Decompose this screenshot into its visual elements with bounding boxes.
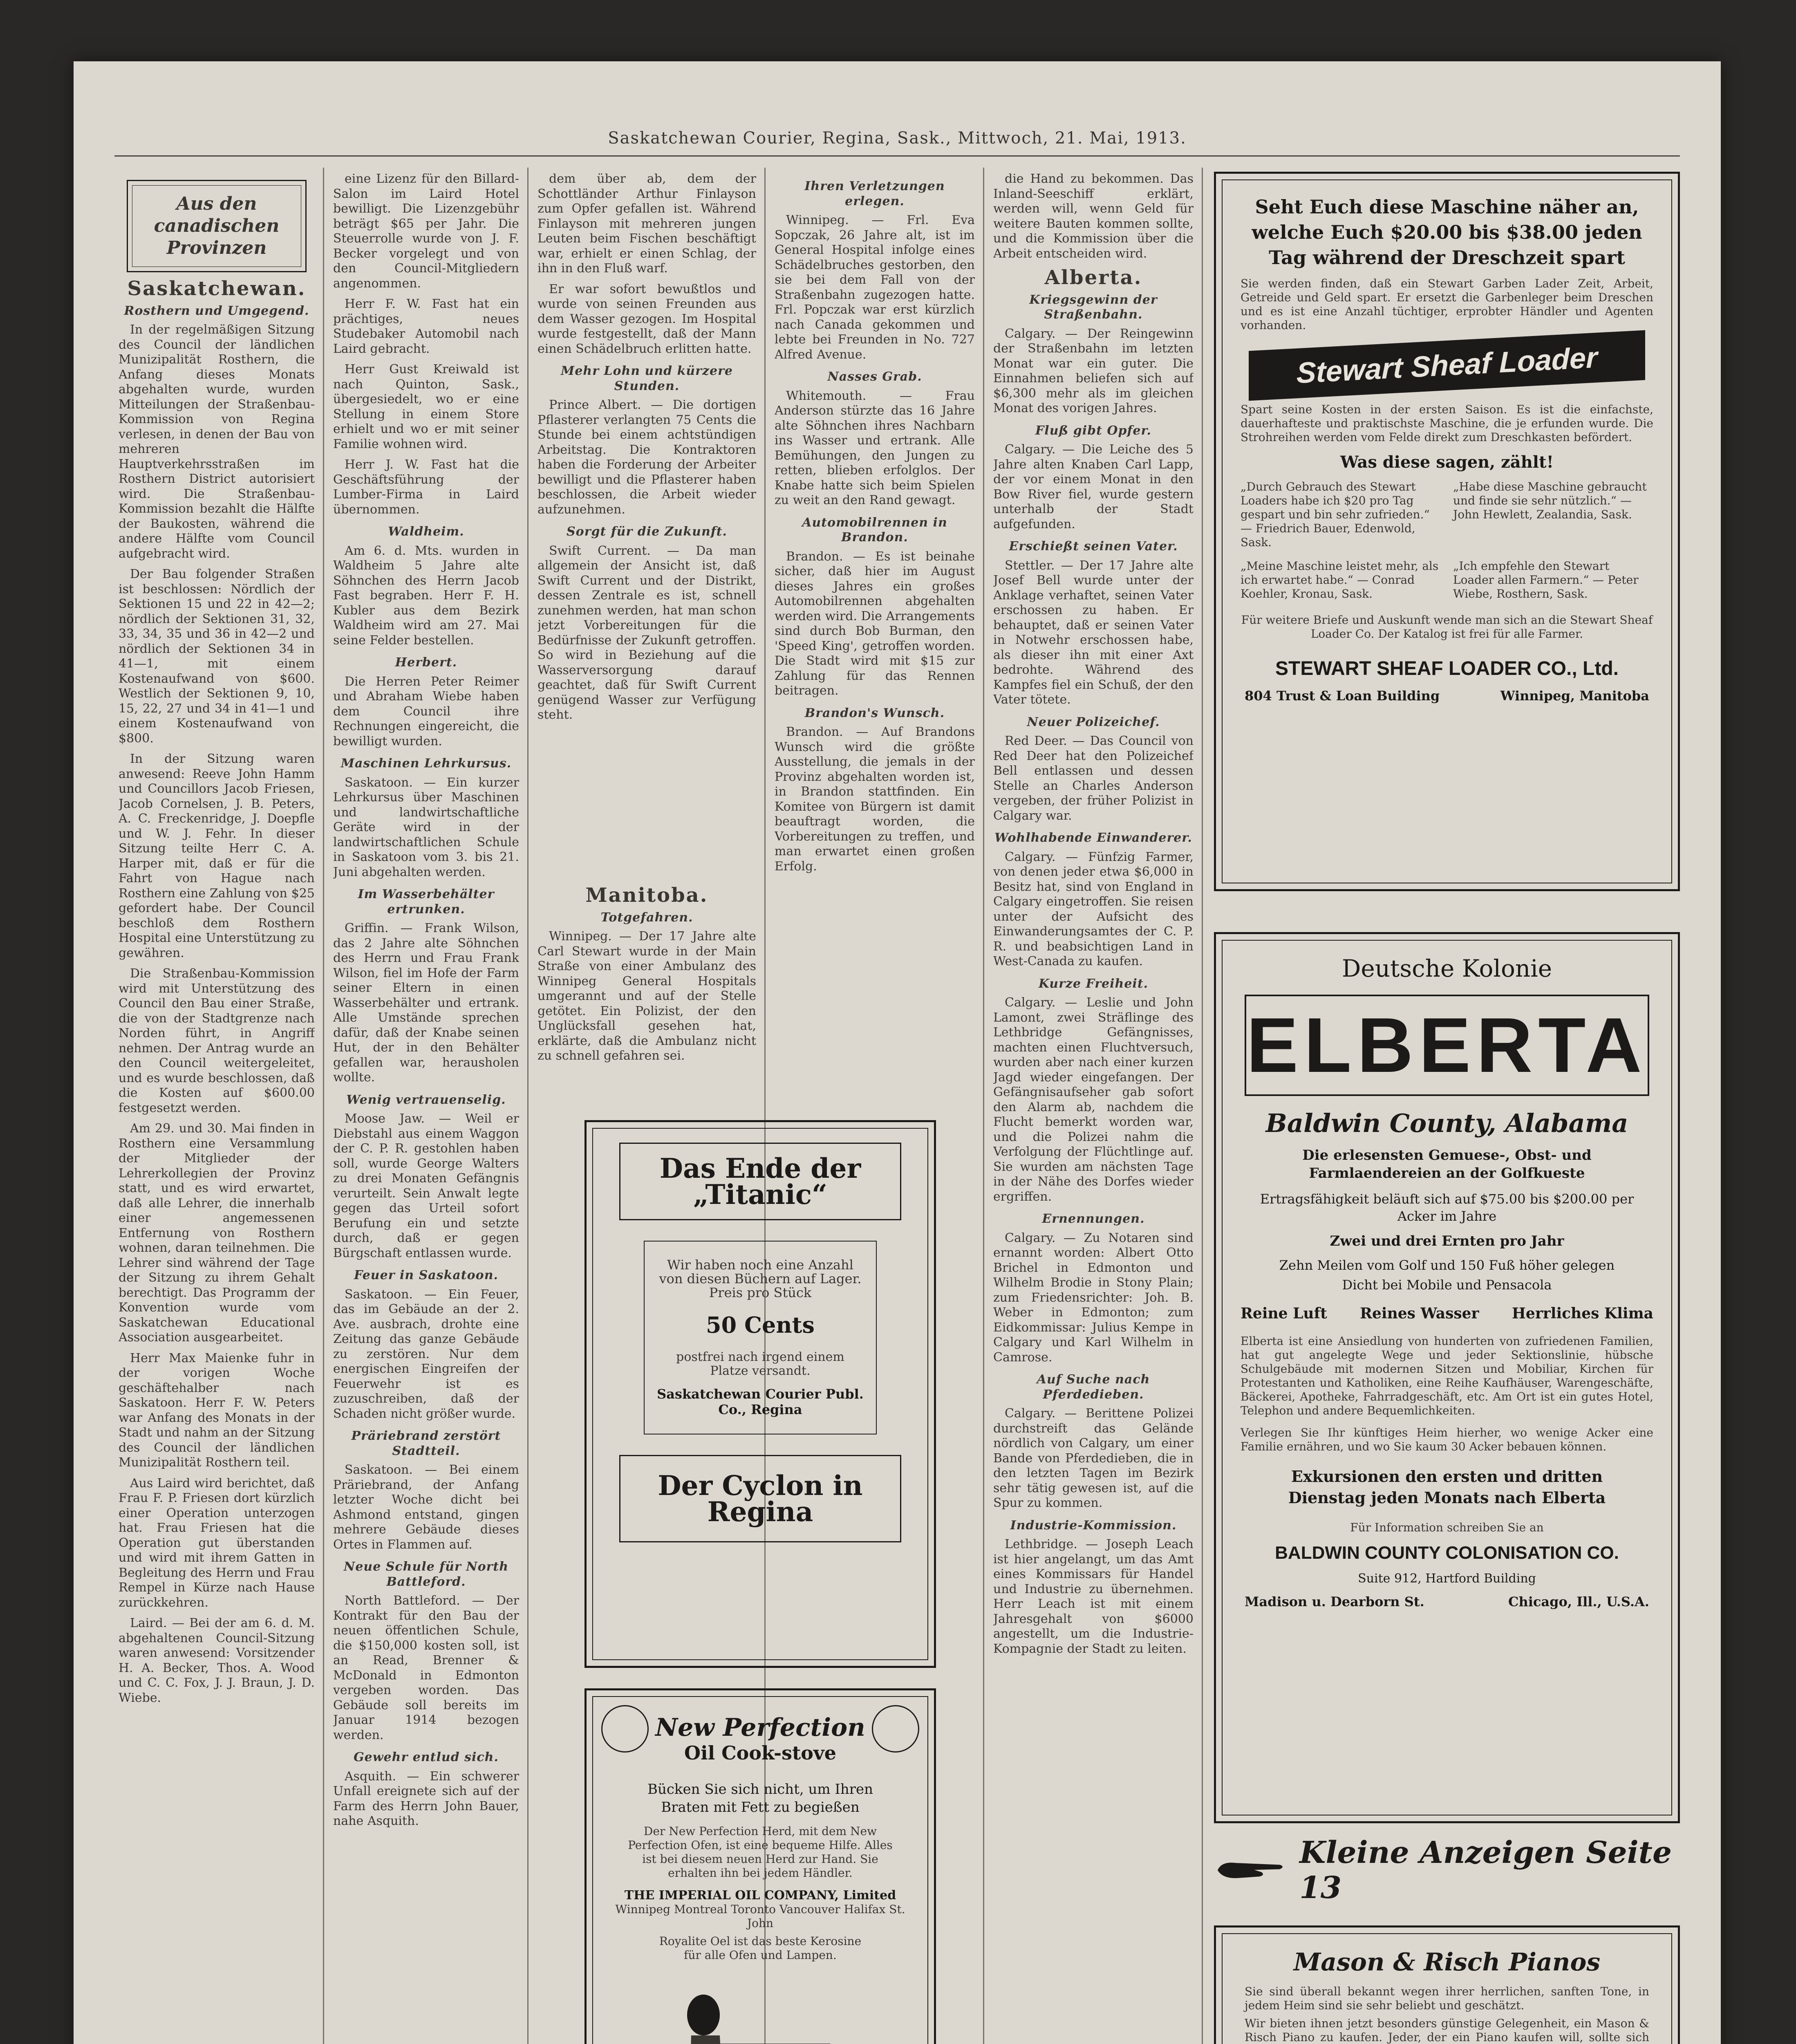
- feature: Herrliches Klima: [1512, 1305, 1653, 1322]
- province-heading: Manitoba.: [585, 884, 708, 907]
- article-heading: Automobilrennen in Brandon.: [802, 515, 947, 545]
- article-paragraph: Calgary. — Zu Notaren sind ernannt worden: Albert Otto Brichel in Edmonton und Wilhelm Brodie in Stony Plain; zum Friedensrichter: Joh. B. Weber in Edmonton; zum Eidkommissar: Julius Kempe in Calgary und Karl Wilhelm in Camrose.: [993, 1230, 1194, 1365]
- info-label: Für Information schreiben Sie an: [1350, 1521, 1544, 1534]
- article-paragraph: Calgary. — Die Leiche des 5 Jahre alten Knaben Carl Lapp, der vor einem Monat in den Bow River fiel, wurde gestern unterhalb der Stadt aufgefunden.: [993, 442, 1194, 531]
- testimonial: „Durch Gebrauch des Stewart Loaders habe ich $20 pro Tag gespart und bin sehr zufrieden.“ — Friedrich Bauer, Edenwold, Sask.: [1241, 480, 1430, 549]
- article-paragraph: Lethbridge. — Joseph Leach ist hier angelangt, um das Amt eines Kommissars für Handel und Industrie zu übernehmen. Herr Leach ist mit einem Jahresgehalt von $6000 angestellt, um die Industrie-Kompagnie der Stadt zu leiten.: [993, 1537, 1194, 1656]
- article-heading: Präriebrand zerstört Stadtteil.: [351, 1429, 501, 1458]
- article-paragraph: In der regelmäßigen Sitzung des Council der ländlichen Munizipalität Rosthern, die Anfang dieses Monats abgehalten wurde, wurden Mitteilungen der Straßenbau-Kommission von Regina verlesen, in denen der Bau von mehreren Hauptverkehrsstraßen im Rosthern District autorisiert wird. Die Straßenbau-Kommission bezahlt die Hälfte der Baukosten, während die andere Hälfte vom Council aufgebracht wird.: [119, 323, 315, 561]
- article-paragraph: North Battleford. — Der Kontrakt für den Bau der neuen öffentlichen Schule, die $150,000 kosten soll, ist an Read, Brenner & McDonald in Edmonton vergeben worden. Das Gebäude soll bereits im Januar 1914 bezogen werden.: [333, 1594, 519, 1742]
- article-paragraph: Winnipeg. — Der 17 Jahre alte Carl Stewart wurde in der Main Straße von einer Ambulanz des Winnipeg General Hospitals umgerannt und auf der Stelle getötet. Ein Polizist, der den Unglücksfall gesehen hat, erklärte, daß die Ambulanz nicht zu schnell gefahren sei.: [537, 929, 756, 1063]
- article-paragraph: Herr F. W. Fast hat ein prächtiges, neues Studebaker Automobil nach Laird gebracht.: [333, 297, 519, 356]
- classified-link-text: Kleine Anzeigen Seite 13: [1299, 1835, 1672, 1905]
- article-paragraph: Saskatoon. — Ein Feuer, das im Gebäude an der 2. Ave. ausbrach, drohte eine Zeitung das ganze Gebäude zu zerstören. Nur dem energischen Eingreifen der Feuerwehr ist es zuzuschreiben, daß der Schaden nicht größer wurde.: [333, 1287, 519, 1421]
- column-rule: [527, 168, 528, 2044]
- ad-address: Madison u. Dearborn St.: [1245, 1594, 1424, 1609]
- section-title-line-2: Provinzen: [166, 238, 267, 258]
- article-heading: Herbert.: [395, 655, 457, 670]
- article-heading: Wohlhabende Einwanderer.: [994, 831, 1192, 845]
- publisher: Saskatchewan Courier Publ. Co., Regina: [657, 1386, 864, 1417]
- ad-company: THE IMPERIAL OIL COMPANY, Limited: [624, 1888, 896, 1903]
- article-heading: Totgefahren.: [600, 910, 693, 925]
- article-heading: Erschießt seinen Vater.: [1009, 539, 1178, 554]
- column-rule: [1202, 168, 1203, 2044]
- feature: Reines Wasser: [1360, 1305, 1479, 1322]
- new-perfection-ad: [584, 1688, 936, 2044]
- article-heading: Maschinen Lehrkursus.: [340, 756, 512, 771]
- article-heading: Ihren Verletzungen erlegen.: [804, 179, 945, 208]
- article-paragraph: Am 6. d. Mts. wurden in Waldheim 5 Jahre alte Söhnchen des Herrn Jacob Fast begraben. Herr F. H. Kubler aus dem Bezirk Waldheim wird am 27. Mai seine Felder bestellen.: [333, 543, 519, 648]
- column-3-text: [537, 172, 756, 989]
- price: 50 Cents: [706, 1312, 815, 1338]
- article-heading: Neue Schule für North Battleford.: [343, 1560, 509, 1589]
- ad-subtitle: Oil Cook-stove: [684, 1742, 836, 1764]
- article-paragraph: Calgary. — Berittene Polizei durchstreift das Gelände nördlich von Calgary, um einer Bande von Pferdedieben, die in den letzten Tagen im Bezirk sehr tätig gewesen ist, auf die Spur zu kommen.: [993, 1406, 1194, 1510]
- article-paragraph: Griffin. — Frank Wilson, das 2 Jahre alte Söhnchen des Herrn und Frau Frank Wilson, fiel im Hofe der Farm seiner Eltern in einen Wasserbehälter und ertrank. Alle Umstände sprechen dafür, daß der Knabe seinen Hut, der in den Behälter gefallen war, herausholen wollte.: [333, 921, 519, 1085]
- article-paragraph: Prince Albert. — Die dortigen Pflasterer verlangten 75 Cents die Stunde bei einem achtstündigen Arbeitstag. Die Kontraktoren haben die Forderung der Arbeiter bewilligt und die Pflasterer haben beschlossen, die Arbeit wieder aufzunehmen.: [537, 398, 756, 517]
- stewart-logo: Stewart Sheaf Loader: [1249, 330, 1645, 401]
- article-heading: Gewehr entlud sich.: [354, 1750, 499, 1764]
- article-paragraph: Aus Laird wird berichtet, daß Frau F. P. Friesen dort kürzlich einer Operation unterzogen hat. Frau Friesen hat die Operation gut überstanden und wird mit ihrem Gatten in Begleitung des Herrn und Frau Rempel in Kürze nach Hause zurückkehren.: [119, 1476, 315, 1610]
- column-4-text: [775, 172, 975, 989]
- ad-address: 804 Trust & Loan Building: [1245, 688, 1440, 704]
- article-heading: Fluß gibt Opfer.: [1035, 423, 1151, 438]
- excursion-notice: Exkursionen den ersten und dritten Dienstag jeden Monats nach Elberta: [1288, 1467, 1606, 1507]
- column-2: [333, 172, 519, 2044]
- mason-risch-ad: [1214, 1925, 1680, 2044]
- offer-text: Wir haben noch eine Anzahl von diesen Büchern auf Lager. Preis pro Stück: [659, 1257, 862, 1300]
- article-paragraph: Herr Max Maienke fuhr in der vorigen Woche geschäftehalber nach Saskatoon. Herr F. W. Peters war Anfang des Monats in der Stadt und nahm an der Sitzung des Council der ländlichen Munizipalität Rosthern teil.: [119, 1351, 315, 1470]
- column-rule: [323, 168, 324, 2044]
- article-paragraph: Moose Jaw. — Weil er Diebstahl aus einem Waggon der C. P. R. gestohlen haben soll, wurde George Walters zu drei Monaten Gefängnis verurteilt. Sein Anwalt legte gegen das Urteil sofort Berufung ein und setzte durch, daß er gegen Bürgschaft entlassen wurde.: [333, 1112, 519, 1260]
- article-paragraph: dem über ab, dem der Schottländer Arthur Finlayson zum Opfer gefallen ist. Während Finlayson mit mehreren jungen Leuten beim Fischen beschäftigt war, erhielt er einen Schlag, der ihn in den Fluß warf.: [537, 172, 756, 276]
- article-paragraph: Der Bau folgender Straßen ist beschlossen: Nördlich der Sektionen 15 und 22 in 42—2; nördlich der Sektionen 31, 32, 33, 34, 35 und 36 in 42—2 und nördlich der Sektionen 34 in 41—1, mit einem Kostenaufwand von $600. Westlich der Sektionen 9, 10, 15, 22, 27 und 34 in 41—1 und einem Kostenaufwand von $800.: [119, 567, 315, 746]
- province-heading: Alberta.: [1044, 266, 1142, 289]
- header-rule: [114, 155, 1680, 157]
- article-paragraph: Laird. — Bei der am 6. d. M. abgehaltenen Council-Sitzung waren anwesend: Vorsitzender H. A. Becker, Thos. A. Wood und C. C. Fox, J. J. Braun, J. D. Wiebe.: [119, 1616, 315, 1705]
- shipping-text: postfrei nach irgend einem Platze versandt.: [676, 1350, 844, 1378]
- stewart-sheaf-loader-ad: [1214, 172, 1680, 891]
- article-paragraph: die Hand zu bekommen. Das Inland-Seeschiff erklärt, werden will, wenn Geld für weitere Bauten kommen sollte, und die Kommission über die Arbeit entscheiden wird.: [993, 172, 1194, 261]
- ad-body: Verlegen Sie Ihr künftiges Heim hierher, wo wenige Acker eine Familie ernähren, und wo Sie kaum 30 Acker bebauen können.: [1241, 1426, 1653, 1453]
- article-heading: Im Wasserbehälter ertrunken.: [358, 887, 495, 917]
- article-heading: Neuer Polizeichef.: [1027, 715, 1160, 729]
- article-heading: Feuer in Saskatoon.: [354, 1268, 498, 1282]
- article-heading: Nasses Grab.: [827, 370, 922, 384]
- elberta-colony-ad: [1214, 932, 1680, 1823]
- article-paragraph: Brandon. — Auf Brandons Wunsch wird die größte Ausstellung, die jemals in der Provinz abgehalten worden ist, in Brandon stattfinden. Ein Komitee von Bürgern ist damit beauftragt worden, die Vorbereitungen zu treffen, und man erwartet einen großen Erfolg.: [775, 725, 975, 874]
- testimonial: „Ich empfehle den Stewart Loader allen Farmern.“ — Peter Wiebe, Rosthern, Sask.: [1453, 559, 1639, 601]
- ad-company: STEWART SHEAF LOADER CO., Ltd.: [1275, 658, 1619, 679]
- section-title-line-1: Aus den canadischen: [154, 193, 280, 236]
- ad-company: BALDWIN COUNTY COLONISATION CO.: [1275, 1543, 1619, 1563]
- ad-body: Der New Perfection Herd, mit dem New Perfection Ofen, ist eine bequeme Hilfe. Alles ist bei diesem neuen Herd zur Hand. Sie erhalten ihn bei jedem Händler.: [628, 1824, 893, 1880]
- article-heading: Auf Suche nach Pferdedieben.: [1037, 1372, 1150, 1402]
- article-heading: Kriegsgewinn der Straßenbahn.: [1029, 292, 1158, 322]
- article-paragraph: Winnipeg. — Frl. Eva Sopczak, 26 Jahre alt, ist im General Hospital infolge eines Schädelbruches gestorben, den sie bei dem Fall von der Straßenbahn zugezogen hatte. Frl. Popczak war erst kürzlich nach Canada gekommen und lebte bei Freunden in No. 727 Alfred Avenue.: [775, 213, 975, 362]
- article-paragraph: Calgary. — Der Reingewinn der Straßenbahn im letzten Monat war ein guter. Die Einnahmen beliefen sich auf $6,300 mehr als im gleichen Monat des vorigen Jahres.: [993, 326, 1194, 415]
- ad-line: Dicht bei Mobile und Pensacola: [1342, 1277, 1552, 1293]
- testimonials-title: Was diese sagen, zählt!: [1340, 453, 1554, 472]
- cyclone-title: Der Cyclon in Regina: [658, 1470, 863, 1528]
- ad-paragraph: Sie sind überall bekannt wegen ihrer herrlichen, sanften Tone, in jedem Heim sind sie sehr beliebt und geschätzt.: [1245, 1985, 1649, 2012]
- article-heading: Ernennungen.: [1042, 1212, 1145, 1226]
- ad-top: Deutsche Kolonie: [1341, 955, 1552, 982]
- titanic-title: Das Ende der „Titanic“: [659, 1152, 861, 1210]
- article-paragraph: Calgary. — Leslie und John Lamont, zwei Sträflinge des Lethbridge Gefängnisses, machten einen Fluchtversuch, wurden aber nach einer kurzen Jagd wieder eingefangen. Der Gefängnisaufseher gab sofort den Alarm ab, nachdem die Flucht bemerkt worden war, und die Polizei nahm die Verfolgung der Flüchtlinge auf. Sie wurden am nächsten Tage in der Nähe des Dorfes wieder ergriffen.: [993, 995, 1194, 1204]
- province-heading: Saskatchewan.: [127, 277, 306, 300]
- ad-body: Spart seine Kosten in der ersten Saison. Es ist die einfachste, dauerhafteste und praktischste Maschine, die je erfunden wurde. Die Strohreihen werden vom Felde direkt zum Dreschkasten befördert.: [1241, 403, 1653, 444]
- ad-title: Mason & Risch Pianos: [1293, 1948, 1601, 1977]
- article-paragraph: Saskatoon. — Bei einem Präriebrand, der Anfang letzter Woche dicht bei Ashmond entstand, gingen mehrere Gebäude dieses Ortes in Flammen auf.: [333, 1463, 519, 1552]
- ad-line: Zehn Meilen vom Golf und 150 Fuß höher gelegen: [1279, 1257, 1615, 1273]
- article-paragraph: Er war sofort bewußtlos und wurde von seinen Freunden aus dem Wasser gezogen. Im Hospital wurde festgestellt, daß der Mann einen Schädelbruch erlitten hatte.: [537, 282, 756, 356]
- book-offer-box: [584, 1120, 936, 1668]
- testimonial: „Meine Maschine leistet mehr, als ich erwartet habe.“ — Conrad Koehler, Kronau, Sask.: [1241, 559, 1439, 601]
- ad-headline: Seht Euch diese Maschine näher an, welche Euch $20.00 bis $38.00 jeden Tag während der Dreschzeit spart: [1252, 196, 1642, 269]
- ad-line: Ertragsfähigkeit beläuft sich auf $75.00 bis $200.00 per Acker im Jahre: [1260, 1191, 1634, 1224]
- ad-line: Zwei und drei Ernten pro Jahr: [1330, 1233, 1564, 1249]
- ad-footer-note: Für weitere Briefe und Auskunft wende man sich an die Stewart Sheaf Loader Co. Der Katalog ist frei für alle Farmer.: [1241, 613, 1653, 641]
- article-paragraph: Red Deer. — Das Council von Red Deer hat den Polizeichef Bell entlassen und dessen Stelle an Charles Anderson vergeben, der früher Polizist in Calgary war.: [993, 734, 1194, 823]
- article-heading: Mehr Lohn und kürzere Stunden.: [561, 364, 733, 393]
- article-paragraph: Am 29. und 30. Mai finden in Rosthern eine Versammlung der Mitglieder der Lehrerkollegien der Provinz statt, und es wird erwartet, daß alle Lehrer, die innerhalb einer angemessenen Entfernung von Rosthern wohnen, daran teilnehmen. Die Lehrer sind während der Tage der Sitzung zu ihrem Gehalt berechtigt. Das Programm der Konvention wurde vom Saskatchewan Educational Association ausgearbeitet.: [119, 1121, 315, 1345]
- testimonial: „Habe diese Maschine gebraucht und finde sie sehr nützlich.“ — John Hewlett, Zealandia, Sask.: [1453, 480, 1647, 521]
- article-heading: Industrie-Kommission.: [1010, 1518, 1177, 1533]
- classified-pointer[interactable]: [1214, 1835, 1680, 1905]
- article-heading: Waldheim.: [388, 524, 464, 539]
- ad-body: Elberta ist eine Ansiedlung von hunderten von zufriedenen Familien, hat gut angelegte Wege und jeder Sektionslinie, hübsche Schulgebäude mit modernen Sitzen und Mobiliar, Kirchen für Protestanten und Katholiken, eine Reihe Kaufhäuser, Warengeschäfte, Bäckerei, Apotheke, Fahrradgeschäft, etc. Am Ort ist ein gutes Hotel, Telephon und andere Bequemlichkeiten.: [1241, 1334, 1653, 1417]
- ornament-icon: [872, 1705, 919, 1753]
- article-paragraph: Swift Current. — Da man allgemein der Ansicht ist, daß Swift Current und der Distrikt, dessen Zentrale es ist, schnell zunehmen werden, hat man schon jetzt Vorbereitungen für die Bedürfnisse der Zukunft getroffen. So wird in Beziehung auf die Wasserversorgung darauf geachtet, daß für Swift Current genügend Wasser zur Verfügung steht.: [537, 543, 756, 722]
- ad-footer: Royalite Oel ist das beste Kerosine für alle Ofen und Lampen.: [659, 1934, 862, 1962]
- article-heading: Kurze Freiheit.: [1038, 976, 1149, 991]
- article-paragraph: Brandon. — Es ist beinahe sicher, daß hier im August dieses Jahres ein großes Automobilrennen abgehalten werden wird. Die Arrangements sind durch Bob Burman, den 'Speed King', getroffen worden. Die Stadt wird mit $15 zur Zahlung für das Rennen beitragen.: [775, 549, 975, 698]
- pointing-hand-icon: [1214, 1852, 1287, 1889]
- article-paragraph: Herr Gust Kreiwald ist nach Quinton, Sask., übergesiedelt, wo er eine Stellung in einem Store erhielt und wo er mit seiner Familie wohnen wird.: [333, 362, 519, 451]
- ad-intro: Sie werden finden, daß ein Stewart Garben Lader Zeit, Arbeit, Getreide und Geld spart. Er ersetzt die Garbenleger beim Dreschen und es ist eine Anzahl tüchtiger, erprobter Händler und Agenten vorhanden.: [1241, 277, 1653, 332]
- ad-title: New Perfection: [655, 1713, 865, 1742]
- section-title-box: [127, 180, 307, 272]
- feature: Reine Luft: [1241, 1305, 1327, 1322]
- article-paragraph: Die Herren Peter Reimer und Abraham Wiebe haben dem Council ihre Rechnungen eingereicht, die bewilligt wurden.: [333, 674, 519, 749]
- article-paragraph: Calgary. — Fünfzig Farmer, von denen jeder etwa $6,000 in Besitz hat, sind von England in Calgary eingetroffen. Sie reisen unter der Aufsicht des Einwanderungsamtes der C. P. R. und beabsichtigen Land in West-Canada zu kaufen.: [993, 849, 1194, 968]
- ad-line: Die erlesensten Gemuese-, Obst- und Farmlaendereien an der Golfkueste: [1302, 1147, 1592, 1181]
- ad-tagline: Bücken Sie sich nicht, um Ihren Braten mit Fett zu begießen: [647, 1781, 873, 1815]
- article-heading: Wenig vertrauenselig.: [346, 1092, 506, 1107]
- county-name: Baldwin County, Alabama: [1265, 1108, 1628, 1138]
- article-paragraph: Whitemouth. — Frau Anderson stürzte das 16 Jahre alte Söhnchen ihres Nachbarn ins Wasser und ertrank. Alle Bemühungen, den Jungen zu retten, blieben erfolglos. Der Knabe hatte sich beim Spielen zu weit an den Rand gewagt.: [775, 388, 975, 507]
- testimonials-grid: [1241, 480, 1653, 601]
- article-heading: Sorgt für die Zukunft.: [567, 524, 727, 539]
- ad-address-row: [1245, 688, 1649, 704]
- ad-city: Winnipeg, Manitoba: [1500, 688, 1649, 704]
- stove-illustration: [683, 1978, 838, 2044]
- manitoba-section: [537, 879, 756, 1141]
- article-paragraph: eine Lizenz für den Billard-Salon im Laird Hotel bewilligt. Die Lizenzgebühr beträgt $65 per Jahr. Die Steuerrolle wurde von J. F. Becker vorgelegt und von den Council-Mitgliedern angenommen.: [333, 172, 519, 291]
- article-paragraph: Asquith. — Ein schwerer Unfall ereignete sich auf der Farm des Herrn John Bauer, nahe Asquith.: [333, 1769, 519, 1828]
- features-row: [1241, 1305, 1653, 1322]
- elberta-logo: ELBERTA: [1245, 995, 1649, 1096]
- ad-cities: Winnipeg Montreal Toronto Vancouver Halifax St. John: [615, 1903, 905, 1930]
- article-paragraph: Herr J. W. Fast hat die Geschäftsführung der Lumber-Firma in Laird übernommen.: [333, 457, 519, 517]
- ornament-icon: [601, 1705, 649, 1753]
- ad-paragraph: Wir bieten ihnen jetzt besonders günstige Gelegenheit, ein Mason & Risch Piano zu kaufen. Jeder, der ein Piano kaufen will, sollte sich: [1245, 2017, 1649, 2044]
- newspaper-page: [74, 61, 1721, 2044]
- article-paragraph: Stettler. — Der 17 Jahre alte Josef Bell wurde unter der Anklage verhaftet, seinen Vater erschossen zu haben. Er behauptet, daß er seinen Vater in Notwehr erschossen habe, als dieser ihn mit einer Axt bedrohte. Während des Kampfes fiel ein Schuß, der den Vater tötete.: [993, 558, 1194, 707]
- article-paragraph: In der Sitzung waren anwesend: Reeve John Hamm und Councillors Jacob Friesen, Jacob Cornelsen, J. B. Peters, A. C. Freckenridge, J. Doepfle und W. J. Fehr. In dieser Sitzung teilte Herr C. A. Harper mit, daß er für die Fahrt von Hague nach Rosthern eine Zahlung von $25 gefordert habe. Der Council beschloß dem Rosthern Hospital eine Unterstützung zu gewähren.: [119, 752, 315, 960]
- running-header: Saskatchewan Courier, Regina, Sask., Mittwoch, 21. Mai, 1913.: [608, 129, 1187, 148]
- ad-address-row: [1245, 1594, 1649, 1609]
- article-paragraph: Die Straßenbau-Kommission wird mit Unterstützung des Council den Bau einer Straße, die von der Stadtgrenze nach Norden führt, in Angriff nehmen. Der Antrag wurde an den Council weitergeleitet, und es wurde beschlossen, daß die Kosten auf $600.00 festgesetzt werden.: [119, 966, 315, 1115]
- article-heading: Brandon's Wunsch.: [804, 706, 945, 720]
- column-rule: [983, 168, 984, 2044]
- column-1: [119, 172, 315, 2044]
- article-paragraph: Saskatoon. — Ein kurzer Lehrkursus über Maschinen und landwirtschaftliche Geräte wird in der landwirtschaftlichen Schule in Saskatoon vom 3. bis 21. Juni abgehalten werden.: [333, 775, 519, 879]
- column-5: [993, 172, 1194, 2044]
- article-heading: Rosthern und Umgegend.: [124, 303, 309, 318]
- ad-suite: Suite 912, Hartford Building: [1358, 1571, 1536, 1586]
- ad-city: Chicago, Ill., U.S.A.: [1508, 1594, 1649, 1609]
